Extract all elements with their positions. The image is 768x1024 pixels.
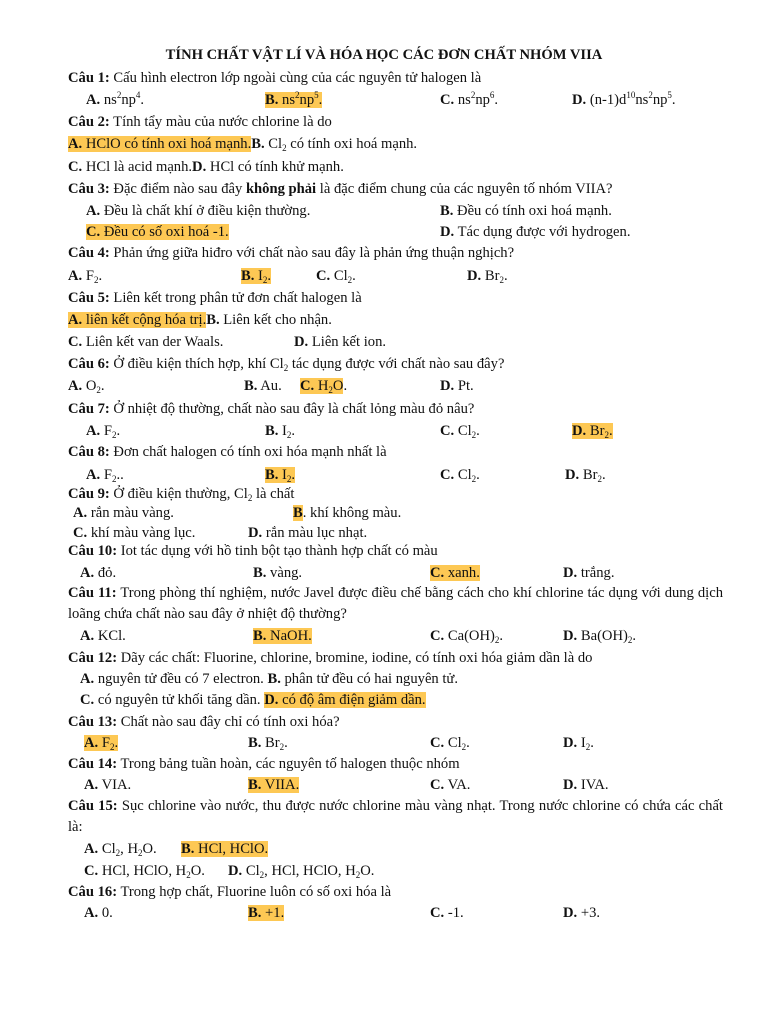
option-a: A. $Cl_2$, $H_2O$. xyxy=(84,841,157,858)
option-a: A. $O_2$. xyxy=(68,378,105,395)
option-d: D. IVA. xyxy=(563,777,609,793)
question-stem: Câu 12: Dãy các chất: Fluorine, chlorine, bromine, iodine, có tính oxi hóa giảm dần là do xyxy=(68,650,593,666)
option-c: C. $ns^2np^6$. xyxy=(440,90,499,108)
question-stem: Câu 10: Iot tác dụng với hồ tinh bột tạo thành hợp chất có màu xyxy=(68,543,438,559)
option-a: A. $ns^2np^4$. xyxy=(86,90,145,108)
option-row: A. liên kết cộng hóa trị.B. Liên kết cho nhận. xyxy=(68,312,332,328)
option-d: D. Tác dụng được với hydrogen. xyxy=(440,224,631,240)
option-c: C. Liên kết van der Waals. xyxy=(68,334,224,350)
option-row: A. HClO có tính oxi hoá mạnh.B. $Cl_2$ có tính oxi hoá mạnh. xyxy=(68,136,418,153)
option-b-correct: B. HCl, HClO. xyxy=(181,841,269,857)
question-stem: Câu 4: Phản ứng giữa hiđro với chất nào sau đây là phản ứng thuận nghịch? xyxy=(68,245,515,261)
option-a: A. $F_2$. xyxy=(68,268,103,285)
question-stem: Câu 2: Tính tẩy màu của nước chlorine là do xyxy=(68,114,332,130)
option-a-correct: A. $F_2$. xyxy=(84,735,119,752)
question-stem: Câu 3: Đặc điểm nào sau đây không phải là đặc điểm chung của các nguyên tố nhóm VIIA? xyxy=(68,181,613,197)
option-a: A. đỏ. xyxy=(80,565,117,581)
option-c: C. $Ca(OH)_2$. xyxy=(430,628,504,645)
option-b: B. Đều có tính oxi hoá mạnh. xyxy=(440,203,612,219)
option-d: D. $Cl_2$, HCl, HClO, $H_2O$. xyxy=(228,863,375,880)
question-stem: Câu 1: Cấu hình electron lớp ngoài cùng của các nguyên tử halogen là xyxy=(68,70,482,86)
option-b-correct: B. NaOH. xyxy=(253,628,312,644)
option-c-correct: C. $H_2O$. xyxy=(300,378,348,395)
option-b-correct: B. khí không màu. xyxy=(293,505,402,521)
option-c-correct: C. Đều có số oxi hoá -1. xyxy=(86,224,229,240)
option-c: C. VA. xyxy=(430,777,471,793)
question-stem: Câu 13: Chất nào sau đây chỉ có tính oxi hóa? xyxy=(68,714,340,730)
option-c: C. $Cl_2$. xyxy=(440,467,480,484)
option-row: C. HCl là acid mạnh.D. HCl có tính khử mạnh. xyxy=(68,159,344,175)
page-title: TÍNH CHẤT VẬT LÍ VÀ HÓA HỌC CÁC ĐƠN CHẤT NHÓM VIIA xyxy=(165,47,603,63)
question-stem: Câu 8: Đơn chất halogen có tính oxi hóa mạnh nhất là xyxy=(68,444,387,460)
option-c: C. -1. xyxy=(430,905,464,921)
question-stem: Câu 9: Ở điều kiện thường, $Cl_2$ là chất xyxy=(68,486,295,503)
option-a: A. VIA. xyxy=(84,777,132,793)
option-b: B. Au. xyxy=(244,378,282,394)
option-a: A. KCl. xyxy=(80,628,126,644)
option-d: D. Pt. xyxy=(440,378,474,394)
question-stem: Câu 6: Ở điều kiện thích hợp, khí $Cl_2$ tác dụng được với chất nào sau đây? xyxy=(68,356,505,373)
option-d: D. $(n-1)d^{10}ns^2np^5$. xyxy=(572,90,676,108)
option-b-correct: B. $ns^2np^5$. xyxy=(265,90,323,108)
option-c: C. $Cl_2$. xyxy=(316,268,356,285)
question-stem: Câu 5: Liên kết trong phân tử đơn chất halogen là xyxy=(68,290,362,306)
option-a: A. 0. xyxy=(84,905,113,921)
question-stem: Câu 15: Sục chlorine vào nước, thu được nước chlorine màu vàng nhạt. Trong nước chlorine có chứa các chất là: xyxy=(68,798,723,835)
question-stem: Câu 7: Ở nhiệt độ thường, chất nào sau đây là chất lỏng màu đỏ nâu? xyxy=(68,401,475,417)
option-row: A. nguyên tử đều có 7 electron. B. phân tử đều có hai nguyên tử. xyxy=(80,671,458,687)
option-b-correct: B. $I_2$. xyxy=(241,268,272,285)
option-c: C. $Cl_2$. xyxy=(440,423,480,440)
option-b: B. $I_2$. xyxy=(265,423,296,440)
option-d: D. $Br_2$. xyxy=(467,268,508,285)
option-row: C. có nguyên tử khối tăng dần. D. có độ âm điện giảm dần. xyxy=(80,692,426,708)
option-a: A. Đều là chất khí ở điều kiện thường. xyxy=(86,203,311,219)
option-b-correct: B. +1. xyxy=(248,905,285,921)
option-d: D. trắng. xyxy=(563,565,615,581)
question-stem: Câu 11: Trong phòng thí nghiệm, nước Javel được điều chế bằng cách cho khí chlorine tác dụng với dung dịch loãng chứa chất nào sau đây ở nhiệt độ thường? xyxy=(68,585,723,622)
question-stem: Câu 16: Trong hợp chất, Fluorine luôn có số oxi hóa là xyxy=(68,884,392,900)
option-b: B. $Br_2$. xyxy=(248,735,288,752)
question-stem: Câu 14: Trong bảng tuần hoàn, các nguyên tố halogen thuộc nhóm xyxy=(68,756,460,772)
option-d: D. Liên kết ion. xyxy=(294,334,387,350)
option-d: D. $Ba(OH)_2$. xyxy=(563,628,637,645)
option-a: A. $F_2$. xyxy=(86,423,121,440)
option-c-correct: C. xanh. xyxy=(430,565,480,581)
option-b: B. vàng. xyxy=(253,565,303,581)
option-d: D. +3. xyxy=(563,905,601,921)
option-d-correct: D. $Br_2$. xyxy=(572,423,613,440)
option-b-correct: B. VIIA. xyxy=(248,777,300,793)
option-b-correct: B. $I_2$. xyxy=(265,467,296,484)
option-a: A. $F_2$.. xyxy=(86,467,124,484)
option-d: D. $I_2$. xyxy=(563,735,594,752)
option-c: C. HCl, HClO, $H_2O$. xyxy=(84,863,205,880)
option-d: D. rắn màu lục nhạt. xyxy=(248,525,368,541)
option-c: C. khí màu vàng lục. xyxy=(73,525,196,541)
option-c: C. $Cl_2$. xyxy=(430,735,470,752)
option-a: A. rắn màu vàng. xyxy=(73,505,174,521)
option-d: D. $Br_2$. xyxy=(565,467,606,484)
